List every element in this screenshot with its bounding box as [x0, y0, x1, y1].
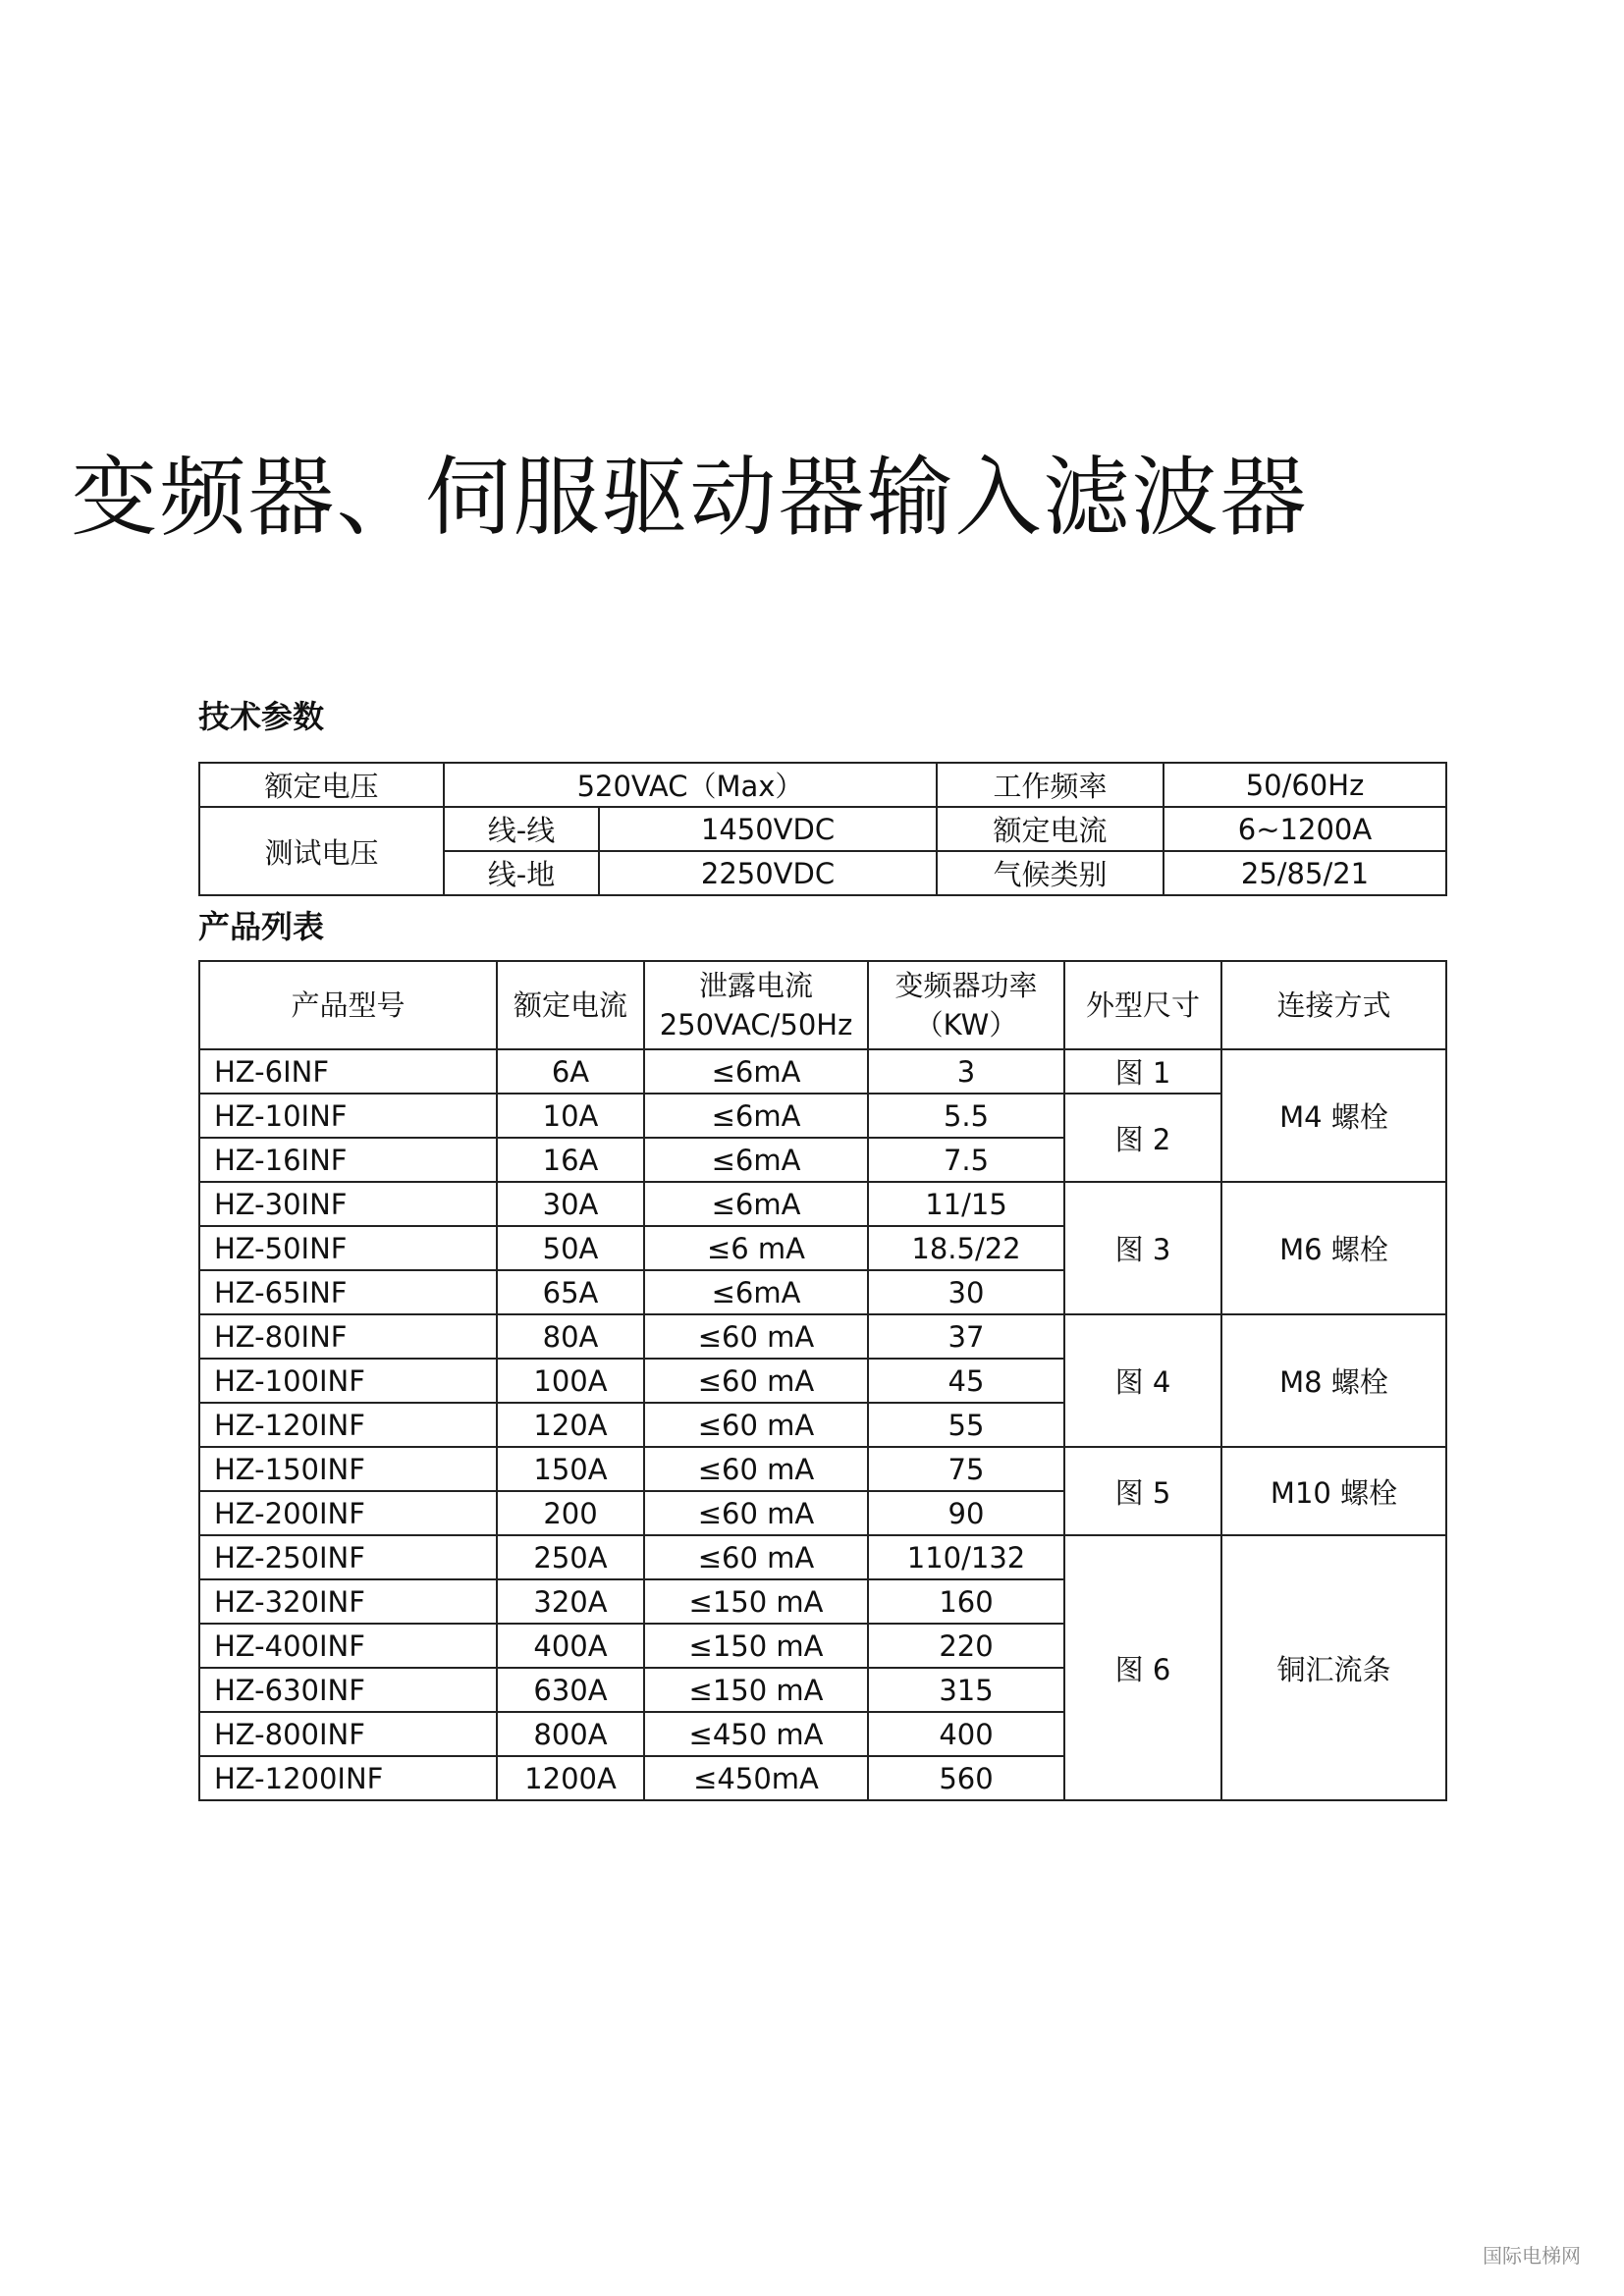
cell-connection: M10 螺栓: [1221, 1447, 1446, 1535]
cell-model: HZ-50INF: [199, 1226, 497, 1270]
cell-leak: ≤6mA: [644, 1138, 868, 1182]
cell-current: 800A: [497, 1712, 644, 1756]
table-row: [199, 1049, 1446, 1094]
cell-leak: ≤6mA: [644, 1094, 868, 1138]
cell-leak: ≤60 mA: [644, 1403, 868, 1447]
spec-row: [199, 763, 1446, 807]
cell-size: 图 3: [1064, 1182, 1221, 1314]
cell-leak: ≤150 mA: [644, 1624, 868, 1668]
cell-model: HZ-400INF: [199, 1624, 497, 1668]
cell-model: HZ-150INF: [199, 1447, 497, 1491]
cell-model: HZ-80INF: [199, 1314, 497, 1359]
cell-model: HZ-1200INF: [199, 1756, 497, 1800]
line-ground-label: 线-地: [444, 851, 599, 895]
cell-power: 18.5/22: [868, 1226, 1064, 1270]
cell-current: 400A: [497, 1624, 644, 1668]
cell-leak: ≤6mA: [644, 1270, 868, 1314]
cell-current: 65A: [497, 1270, 644, 1314]
climate-label: 气候类别: [937, 851, 1164, 895]
cell-model: HZ-200INF: [199, 1491, 497, 1535]
cell-current: 6A: [497, 1049, 644, 1094]
header-power: [868, 961, 1064, 1049]
cell-model: HZ-10INF: [199, 1094, 497, 1138]
cell-power: 160: [868, 1579, 1064, 1624]
cell-leak: ≤150 mA: [644, 1668, 868, 1712]
cell-current: 80A: [497, 1314, 644, 1359]
line-ground-value: 2250VDC: [599, 851, 937, 895]
cell-connection: M8 螺栓: [1221, 1314, 1446, 1447]
cell-connection: M6 螺栓: [1221, 1182, 1446, 1314]
header-power-line2: （KW）: [914, 1008, 1018, 1041]
table-row: [199, 1314, 1446, 1359]
header-current: 额定电流: [497, 961, 644, 1049]
cell-connection: M4 螺栓: [1221, 1049, 1446, 1182]
cell-size: 图 4: [1064, 1314, 1221, 1447]
header-leak-line1: 泄露电流: [698, 969, 813, 1002]
cell-power: 37: [868, 1314, 1064, 1359]
cell-leak: ≤6mA: [644, 1049, 868, 1094]
watermark: 国际电梯网: [1483, 2244, 1581, 2268]
cell-current: 16A: [497, 1138, 644, 1182]
spec-table: [198, 762, 1447, 896]
rated-current-label: 额定电流: [937, 807, 1164, 851]
cell-power: 5.5: [868, 1094, 1064, 1138]
cell-size: 图 2: [1064, 1094, 1221, 1182]
cell-model: HZ-250INF: [199, 1535, 497, 1579]
product-heading: 产品列表: [198, 908, 325, 945]
cell-current: 1200A: [497, 1756, 644, 1800]
cell-model: HZ-320INF: [199, 1579, 497, 1624]
spec-row: [199, 807, 1446, 851]
cell-current: 200: [497, 1491, 644, 1535]
header-connection: 连接方式: [1221, 961, 1446, 1049]
cell-model: HZ-30INF: [199, 1182, 497, 1226]
cell-model: HZ-120INF: [199, 1403, 497, 1447]
table-row: [199, 1535, 1446, 1579]
cell-leak: ≤6mA: [644, 1182, 868, 1226]
cell-model: HZ-630INF: [199, 1668, 497, 1712]
cell-power: 7.5: [868, 1138, 1064, 1182]
line-line-value: 1450VDC: [599, 807, 937, 851]
table-row: [199, 1447, 1446, 1491]
cell-leak: ≤450mA: [644, 1756, 868, 1800]
cell-current: 10A: [497, 1094, 644, 1138]
work-freq-value: 50/60Hz: [1164, 763, 1446, 807]
cell-leak: ≤60 mA: [644, 1314, 868, 1359]
cell-model: HZ-100INF: [199, 1359, 497, 1403]
cell-size: 图 1: [1064, 1049, 1221, 1094]
header-leak-line2: 250VAC/50Hz: [659, 1008, 853, 1041]
cell-model: HZ-65INF: [199, 1270, 497, 1314]
cell-connection: 铜汇流条: [1221, 1535, 1446, 1800]
cell-current: 30A: [497, 1182, 644, 1226]
cell-power: 220: [868, 1624, 1064, 1668]
page-title: 变频器、伺服驱动器输入滤波器: [71, 447, 1309, 548]
rated-voltage-label: 额定电压: [199, 763, 444, 807]
rated-voltage-value: 520VAC（Max）: [444, 763, 937, 807]
spec-heading: 技术参数: [198, 698, 325, 735]
cell-current: 50A: [497, 1226, 644, 1270]
cell-model: HZ-16INF: [199, 1138, 497, 1182]
cell-power: 30: [868, 1270, 1064, 1314]
product-table: [198, 960, 1447, 1801]
cell-leak: ≤450 mA: [644, 1712, 868, 1756]
cell-size: 图 6: [1064, 1535, 1221, 1800]
cell-size: 图 5: [1064, 1447, 1221, 1535]
header-row: [199, 961, 1446, 1049]
rated-current-value: 6~1200A: [1164, 807, 1446, 851]
cell-model: HZ-6INF: [199, 1049, 497, 1094]
cell-current: 320A: [497, 1579, 644, 1624]
cell-current: 100A: [497, 1359, 644, 1403]
cell-leak: ≤60 mA: [644, 1447, 868, 1491]
header-leak: [644, 961, 868, 1049]
cell-power: 75: [868, 1447, 1064, 1491]
cell-power: 3: [868, 1049, 1064, 1094]
cell-leak: ≤150 mA: [644, 1579, 868, 1624]
test-voltage-label: 测试电压: [199, 807, 444, 895]
cell-power: 55: [868, 1403, 1064, 1447]
header-size: 外型尺寸: [1064, 961, 1221, 1049]
cell-leak: ≤6 mA: [644, 1226, 868, 1270]
cell-power: 400: [868, 1712, 1064, 1756]
cell-power: 560: [868, 1756, 1064, 1800]
cell-model: HZ-800INF: [199, 1712, 497, 1756]
line-line-label: 线-线: [444, 807, 599, 851]
climate-value: 25/85/21: [1164, 851, 1446, 895]
cell-leak: ≤60 mA: [644, 1491, 868, 1535]
cell-power: 45: [868, 1359, 1064, 1403]
cell-power: 90: [868, 1491, 1064, 1535]
cell-current: 630A: [497, 1668, 644, 1712]
cell-power: 110/132: [868, 1535, 1064, 1579]
work-freq-label: 工作频率: [937, 763, 1164, 807]
cell-power: 11/15: [868, 1182, 1064, 1226]
cell-current: 120A: [497, 1403, 644, 1447]
table-row: [199, 1182, 1446, 1226]
cell-current: 250A: [497, 1535, 644, 1579]
header-power-line1: 变频器功率: [894, 969, 1038, 1002]
cell-current: 150A: [497, 1447, 644, 1491]
cell-leak: ≤60 mA: [644, 1535, 868, 1579]
cell-leak: ≤60 mA: [644, 1359, 868, 1403]
header-model: 产品型号: [199, 961, 497, 1049]
cell-power: 315: [868, 1668, 1064, 1712]
